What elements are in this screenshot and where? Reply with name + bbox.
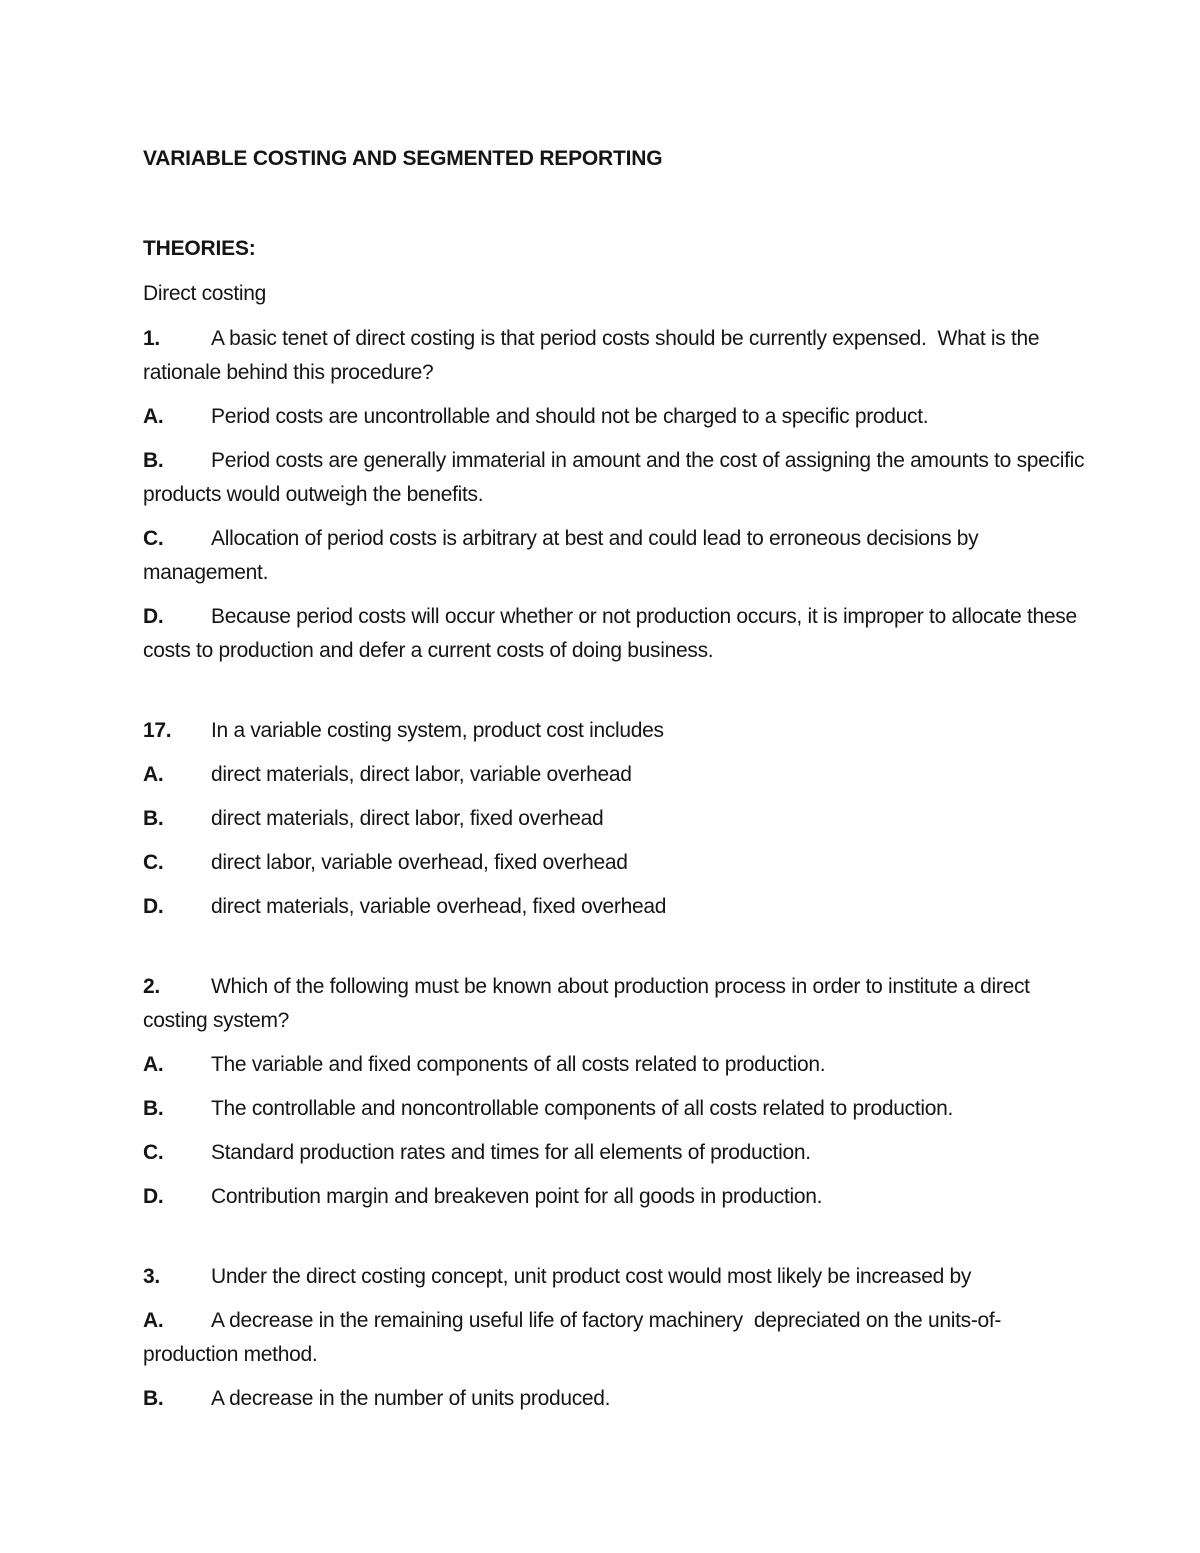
choice-line bbox=[143, 522, 1096, 590]
question-text-line bbox=[143, 970, 1096, 1038]
choice-letter: B. bbox=[143, 1387, 164, 1410]
question-text: Which of the following must be known about production process in order to institute a direct costing system? bbox=[143, 975, 1036, 1032]
question-number: 3. bbox=[143, 1265, 160, 1288]
choice-line bbox=[143, 890, 1096, 924]
choice-line bbox=[143, 802, 1096, 836]
choice-letter: A. bbox=[143, 1309, 164, 1332]
question-block bbox=[143, 1260, 1096, 1416]
choice-text: A decrease in the number of units produced. bbox=[211, 1387, 611, 1410]
choice-text: direct labor, variable overhead, fixed overhead bbox=[211, 851, 628, 874]
choice-letter: B. bbox=[143, 449, 164, 472]
choice-letter: A. bbox=[143, 1053, 164, 1076]
question-text: A basic tenet of direct costing is that period costs should be currently expensed. What is the rationale behind this procedure? bbox=[143, 327, 1045, 384]
choice-text: The controllable and noncontrollable components of all costs related to production. bbox=[211, 1097, 954, 1120]
choice-text: Period costs are generally immaterial in amount and the cost of assigning the amounts to specific products would outweigh the benefits. bbox=[143, 449, 1090, 506]
choice-text: direct materials, direct labor, variable overhead bbox=[211, 763, 632, 786]
section-heading-theories: THEORIES: bbox=[143, 237, 256, 260]
question-text: In a variable costing system, product cost includes bbox=[211, 719, 664, 742]
choice-letter: C. bbox=[143, 851, 164, 874]
choice-line bbox=[143, 400, 1096, 434]
question-number: 1. bbox=[143, 327, 160, 350]
choice-text: A decrease in the remaining useful life of factory machinery depreciated on the units-of-production method. bbox=[143, 1309, 1002, 1366]
choice-letter: D. bbox=[143, 895, 164, 918]
choice-text: Allocation of period costs is arbitrary at best and could lead to erroneous decisions by management. bbox=[143, 527, 984, 584]
choice-letter: B. bbox=[143, 1097, 164, 1120]
choices-list bbox=[143, 400, 1096, 668]
choice-line bbox=[143, 1382, 1096, 1416]
choice-letter: B. bbox=[143, 807, 164, 830]
choice-letter: A. bbox=[143, 763, 164, 786]
question-number: 2. bbox=[143, 975, 160, 998]
question-text-line bbox=[143, 714, 1096, 748]
question-block bbox=[143, 970, 1096, 1214]
choice-text: Period costs are uncontrollable and should not be charged to a specific product. bbox=[211, 405, 929, 428]
page-title: VARIABLE COSTING AND SEGMENTED REPORTING bbox=[143, 147, 663, 170]
choice-text: The variable and fixed components of all costs related to production. bbox=[211, 1053, 826, 1076]
choice-letter: C. bbox=[143, 527, 164, 550]
question-text-line bbox=[143, 1260, 1096, 1294]
question-number: 17. bbox=[143, 719, 172, 742]
choice-text: Standard production rates and times for all elements of production. bbox=[211, 1141, 811, 1164]
question-block bbox=[143, 714, 1096, 924]
topic-heading-direct-costing: Direct costing bbox=[143, 282, 267, 305]
choice-text: Contribution margin and breakeven point for all goods in production. bbox=[211, 1185, 823, 1208]
choice-letter: C. bbox=[143, 1141, 164, 1164]
choices-list bbox=[143, 1048, 1096, 1214]
choice-text: direct materials, direct labor, fixed overhead bbox=[211, 807, 604, 830]
choice-line bbox=[143, 846, 1096, 880]
choice-letter: D. bbox=[143, 605, 164, 628]
questions-list bbox=[143, 322, 1096, 1416]
choice-line bbox=[143, 600, 1096, 668]
choice-letter: A. bbox=[143, 405, 164, 428]
choice-line bbox=[143, 1136, 1096, 1170]
choice-line bbox=[143, 1092, 1096, 1126]
choice-letter: D. bbox=[143, 1185, 164, 1208]
question-text-line bbox=[143, 322, 1096, 390]
choices-list bbox=[143, 1304, 1096, 1416]
choice-line bbox=[143, 1304, 1096, 1372]
choice-line bbox=[143, 1048, 1096, 1082]
question-text: Under the direct costing concept, unit product cost would most likely be increased by bbox=[211, 1265, 972, 1288]
choice-text: Because period costs will occur whether or not production occurs, it is improper to allocate these costs to production and defer a current costs of doing business. bbox=[143, 605, 1083, 662]
choice-line bbox=[143, 758, 1096, 792]
question-block bbox=[143, 322, 1096, 668]
choice-line bbox=[143, 444, 1096, 512]
choices-list bbox=[143, 758, 1096, 924]
choice-text: direct materials, variable overhead, fixed overhead bbox=[211, 895, 667, 918]
choice-line bbox=[143, 1180, 1096, 1214]
